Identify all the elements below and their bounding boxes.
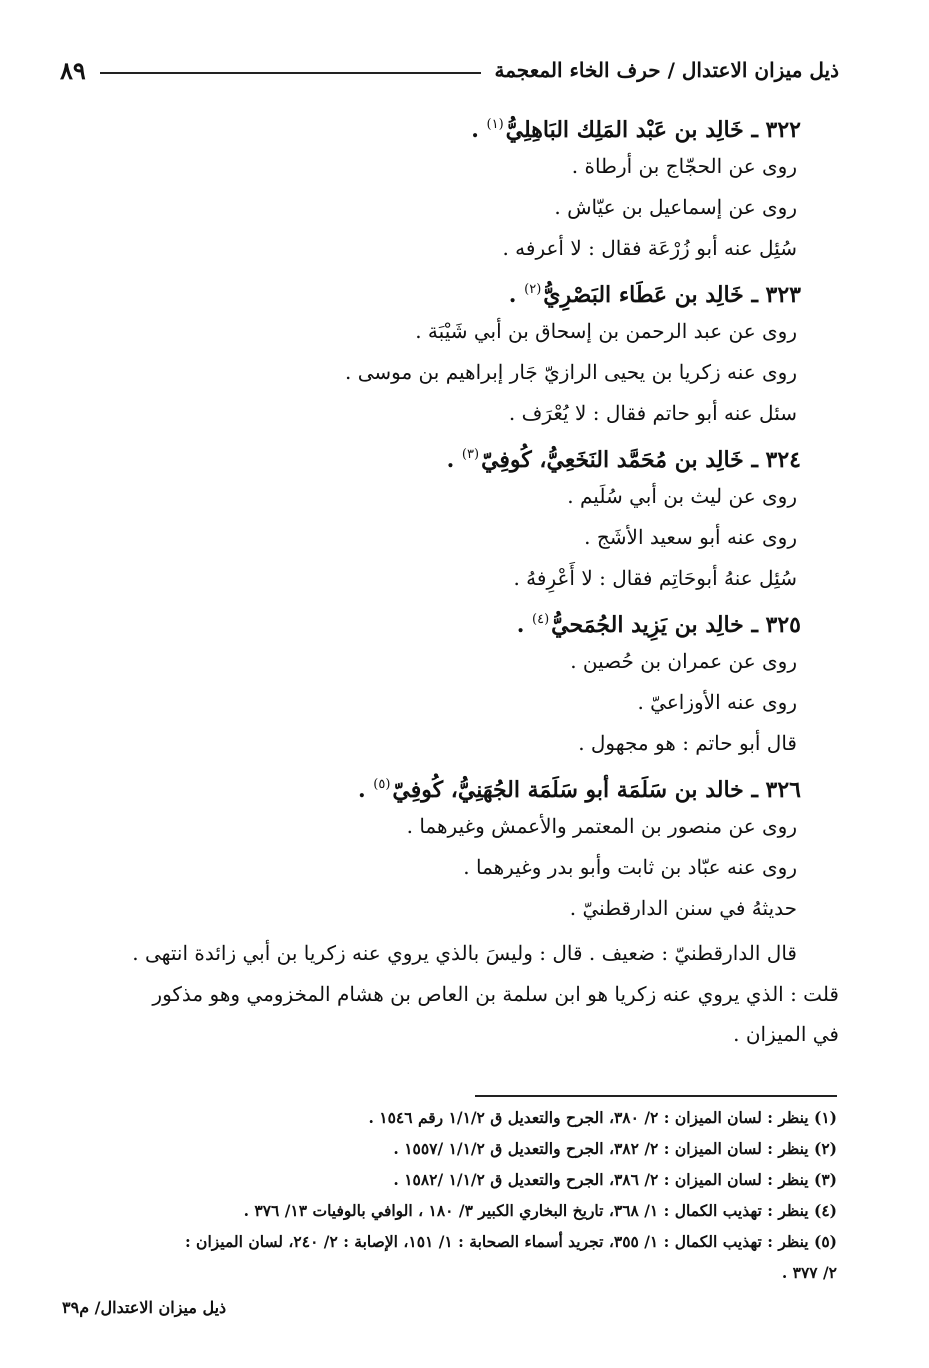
entry-name: خالِد بن يَزِيد الجُمَحيُّ bbox=[551, 612, 744, 638]
entry-line: سُئِل عنه أبو زُرْعَة فقال : لا أعرفه . bbox=[502, 236, 797, 260]
entry-title: ٣٢٣ ـ خَالِد بن عَطَاء البَصْرِيُّ$^{(٢)}$ . bbox=[508, 282, 801, 308]
footnote-ref: (١) bbox=[486, 117, 504, 132]
entry-number: ٣٢٢ bbox=[765, 117, 801, 143]
footnote: (٢) ينظر : لسان الميزان : ٢/ ٣٨٢، الجرح والتعديل ق ١/١/٢ /١٥٥٧ . bbox=[393, 1139, 837, 1158]
entry-line: روى عنه الأوزاعيّ . bbox=[637, 690, 797, 714]
entry-name: خَالِد بن عَبْد المَلِك البَاهِلِيُّ bbox=[505, 117, 744, 143]
entry bbox=[70, 269, 801, 434]
entry-title: ٣٢٢ ـ خَالِد بن عَبْد المَلِك البَاهِلِيُّ$^{(١)}$ . bbox=[471, 117, 801, 143]
author-note bbox=[70, 974, 839, 1054]
entry-title: ٣٢٥ ـ خالِد بن يَزِيد الجُمَحيُّ$^{(٤)}$ . bbox=[516, 612, 801, 638]
running-header bbox=[60, 50, 839, 90]
header-title: ذيل ميزان الاعتدال / حرف الخاء المعجمة bbox=[494, 58, 839, 82]
entry bbox=[70, 434, 801, 599]
entry-number: ٣٢٥ bbox=[765, 612, 801, 638]
entry-line: قال أبو حاتم : هو مجهول . bbox=[578, 731, 797, 755]
entry bbox=[70, 104, 801, 269]
entry-number: ٣٢٤ bbox=[765, 447, 801, 473]
entry-line: سئل عنه أبو حاتم فقال : لا يُعْرَف . bbox=[508, 401, 797, 425]
entry-line: روى عن منصور بن المعتمر والأعمش وغيرهما . bbox=[406, 814, 797, 838]
entry-line: روى عن ليث بن أبي سُلَيم . bbox=[567, 484, 797, 508]
printer-signature: ذيل ميزان الاعتدال/ م٣٩ bbox=[62, 1298, 227, 1317]
entry-line: حديثهُ في سنن الدارقطنيّ . bbox=[569, 896, 797, 920]
header-rule bbox=[100, 72, 481, 74]
entry-line: روى عنه عبّاد بن ثابت وأبو بدر وغيرهما . bbox=[463, 855, 797, 879]
author-note-line: قلت : الذي يروي عنه زكريا هو ابن سلمة بن العاص بن هشام المخزومي وهو مذكور bbox=[152, 982, 839, 1006]
entry bbox=[70, 764, 801, 929]
footnote-ref: (٥) bbox=[373, 777, 391, 792]
footnote-continuation: ٢/ ٣٧٧ . bbox=[781, 1263, 837, 1282]
page-number: ٨٩ bbox=[60, 55, 86, 85]
entry-name: خالد بن سَلَمَة أبو سَلَمَة الجُهَنِيُّ، كُوفِيّ bbox=[392, 777, 744, 803]
entry-name: خَالِد بن مُحَمَّد النَخَعِيُّ، كُوفِيّ bbox=[481, 447, 744, 473]
entry-line: روى عن عمران بن حُصين . bbox=[570, 649, 797, 673]
entry-line: روى عن إسماعيل بن عيّاش . bbox=[554, 195, 797, 219]
entry-number: ٣٢٣ bbox=[765, 282, 801, 308]
entry-line: روى عن الحجّاج بن أرطاة . bbox=[571, 154, 797, 178]
footnote-ref: (٣) bbox=[461, 447, 480, 462]
entry-line: روى عنه زكريا بن يحيى الرازيّ جَار إبراهيم بن موسى . bbox=[345, 360, 797, 384]
footnote-ref: (٢) bbox=[524, 282, 542, 297]
footnotes bbox=[60, 1102, 837, 1288]
author-note-line: في الميزان . bbox=[733, 1022, 839, 1046]
footnote-divider bbox=[475, 1095, 837, 1097]
entry-line: سُئِل عنهُ أبوحَاتِم فقال : لا أَعْرِفهُ . bbox=[513, 566, 797, 590]
footnote-ref: (٤) bbox=[532, 612, 550, 627]
entry-line: روى عن عبد الرحمن بن إسحاق بن أبي شَيْبَة . bbox=[415, 319, 797, 343]
entry-title: ٣٢٤ ـ خَالِد بن مُحَمَّد النَخَعِيُّ، كُوفِيّ$^{(٣)}$ . bbox=[446, 447, 801, 473]
entry-number: ٣٢٦ bbox=[765, 777, 801, 803]
footnote: (٤) ينظر : تهذيب الكمال : ١/ ٣٦٨، تاريخ البخاري الكبير ٣/ ١٨٠ ، الوافي بالوفيات ١٣/ ٣٧٦ . bbox=[243, 1201, 837, 1220]
main-text bbox=[70, 104, 839, 1054]
daraqutni-quote: قال الدارقطنيّ : ضعيف . قال : وليسَ بالذي يروي عنه زكريا بن أبي زائدة انتهى . bbox=[132, 941, 797, 965]
entry-title: ٣٢٦ ـ خالد بن سَلَمَة أبو سَلَمَة الجُهَنِيُّ، كُوفِيّ$^{(٥)}$ . bbox=[357, 777, 801, 803]
footnote: (٥) ينظر : تهذيب الكمال : ١/ ٣٥٥، تجريد أسماء الصحابة : ١/ ١٥١، الإصابة : ٢/ ٢٤٠، لسان الميزان : bbox=[184, 1232, 837, 1251]
entry bbox=[70, 599, 801, 764]
footnote: (١) ينظر : لسان الميزان : ٢/ ٣٨٠، الجرح والتعديل ق ١/١/٢ رقم ١٥٤٦ . bbox=[368, 1108, 837, 1127]
entry-line: روى عنه أبو سعيد الأشَج . bbox=[584, 525, 797, 549]
entry-name: خَالِد بن عَطَاء البَصْرِيُّ bbox=[543, 282, 744, 308]
footnote: (٣) ينظر : لسان الميزان : ٢/ ٣٨٦، الجرح والتعديل ق ١/١/٢ /١٥٨٢ . bbox=[393, 1170, 837, 1189]
